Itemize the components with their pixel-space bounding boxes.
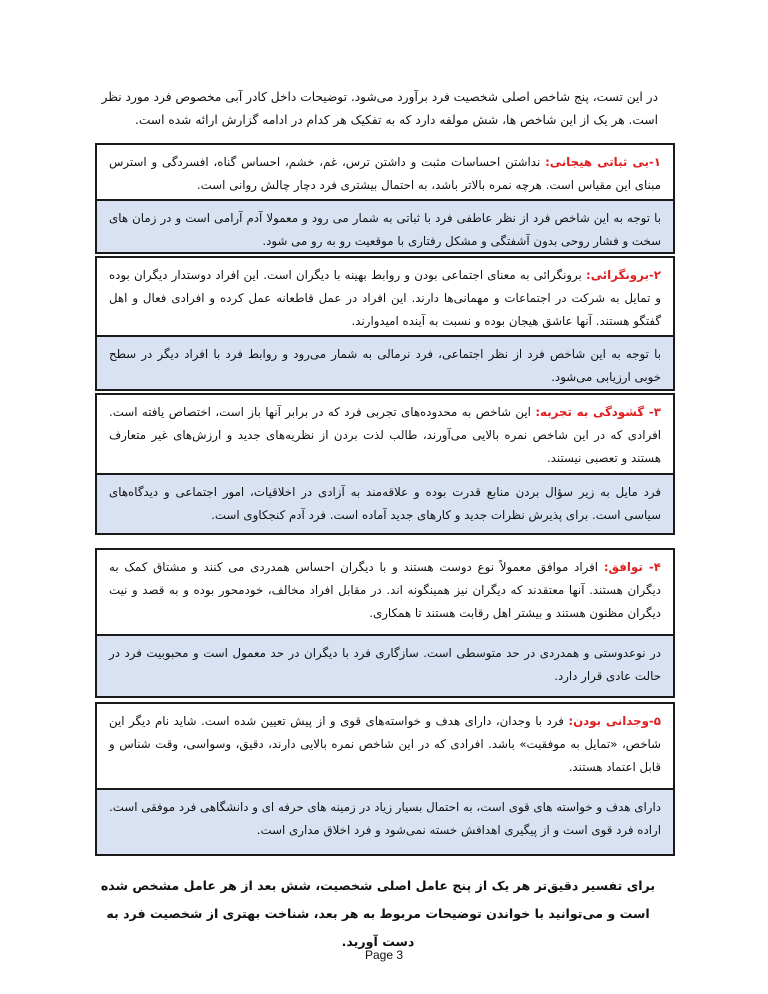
section-heading: ۳- گشودگی به تجربه: <box>535 405 661 419</box>
section-description-text: برونگرائی به معنای اجتماعی بودن و روابط بهینه با دیگران است. این افراد دوستدار دیگران بوده و تمایل به شرکت در اجتماعات و مهمانی‌ها دارند. این افراد در عمل قاطعانه عمل کرده و افرادی فعال و اهل گفتگو هستند. آنها عاشق هیجان بوده و نسبت به آینده امیدوارند. <box>109 268 661 328</box>
section-description <box>97 258 673 335</box>
section-result: با توجه به این شاخص فرد از نظر عاطفی فرد با ثباتی به شمار می رود و معمولا آدم آرامی است و در زمان های سخت و فشار روحی بدون آشفتگی و مشکل رفتاری با موقعیت رو به رو می شود. <box>97 199 673 252</box>
section-description-text: افراد موافق معمولاً نوع دوست هستند و با دیگران احساس همدردی می کنند و مشتاق کمک به دیگران هستند. آنها معتقدند که دیگران نیز همینگونه اند. در مقابل افراد مخالف، خودمحور بوده و به قصد و نیت دیگران مظنون هستند و بیشتر اهل رقابت هستند تا همکاری. <box>109 560 661 620</box>
section-description-text: این شاخص به محدوده‌های تجربی فرد که در برابر آنها باز است، اختصاص یافته است. افرادی که در این شاخص نمره بالایی می‌آورند، طالب لذت بردن از نظریه‌های جدید و ارزش‌های غیر متعارف هستند و تعصبی نیستند. <box>109 405 661 465</box>
section-box-extraversion <box>95 256 675 391</box>
section-result: دارای هدف و خواسته های قوی است، به احتمال بسیار زیاد در زمینه های حرفه ای و دانشگاهی فرد موفقی است. اراده فرد قوی است و از پیگیری اهدافش خسته نمی‌شود و فرد اخلاق مداری است. <box>97 788 673 854</box>
section-description <box>97 704 673 788</box>
page-number: Page 3 <box>364 948 404 962</box>
section-heading: ۱-بی ثباتی هیجانی: <box>545 155 661 169</box>
intro-paragraph: در این تست، پنج شاخص اصلی شخصیت فرد برآورد می‌شود. توضیحات داخل کادر آبی مخصوص فرد مورد نظر است. هر یک از این شاخص ها، شش مولفه دارد که به تفکیک هر کدام در ادامه گزارش ارائه شده است. <box>101 90 658 127</box>
section-box-openness <box>95 393 675 535</box>
section-heading: ۴- توافق: <box>603 560 661 574</box>
section-box-neuroticism <box>95 143 675 254</box>
section-description <box>97 395 673 473</box>
section-result: با توجه به این شاخص فرد از نظر اجتماعی، فرد نرمالی به شمار می‌رود و روابط فرد با افراد دیگر در سطح خوبی ارزیابی می‌شود. <box>97 335 673 389</box>
section-description <box>97 550 673 634</box>
section-heading: ۲-برونگرائی: <box>586 268 661 282</box>
footer-note: برای تفسیر دقیق‌تر هر یک از پنج عامل اصلی شخصیت، شش بعد از هر عامل مشخص شده است و می‌توانید با خواندن توضیحات مربوط به هر بعد، شناخت بهتری از شخصیت فرد به دست آورید. <box>100 878 656 949</box>
section-result: فرد مایل به زیر سؤال بردن منابع قدرت بوده و علاقه‌مند به آزادی در اخلاقیات، امور اجتماعی و دیدگاه‌های سیاسی است. برای پذیرش نظرات جدید و کارهای جدید آماده است. فرد آدم کنجکاوی است. <box>97 473 673 533</box>
section-description-text: نداشتن احساسات مثبت و داشتن ترس، غم، خشم، احساس گناه، افسردگی و استرس مبنای این مقیاس است. هرچه نمره بالاتر باشد، به احتمال بیشتری فرد دچار چالش روانی است. <box>109 155 661 192</box>
section-description <box>97 145 673 199</box>
section-box-agreeableness <box>95 548 675 698</box>
section-result: در نوعدوستی و همدردی در حد متوسطی است. سازگاری فرد با دیگران در حد معمول است و محبوبیت فرد در حالت عادی قرار دارد. <box>97 634 673 696</box>
section-heading: ۵-وجدانی بودن: <box>568 714 661 728</box>
section-box-conscientiousness <box>95 702 675 856</box>
section-description-text: فرد با وجدان، دارای هدف و خواسته‌های قوی و از پیش تعیین شده است. شاید نام دیگر این شاخص، «تمایل به موفقیت» باشد. افرادی که در این شاخص نمره بالایی دارند، دقیق، وسواسی، وقت شناس و قابل اعتماد هستند. <box>109 714 661 774</box>
